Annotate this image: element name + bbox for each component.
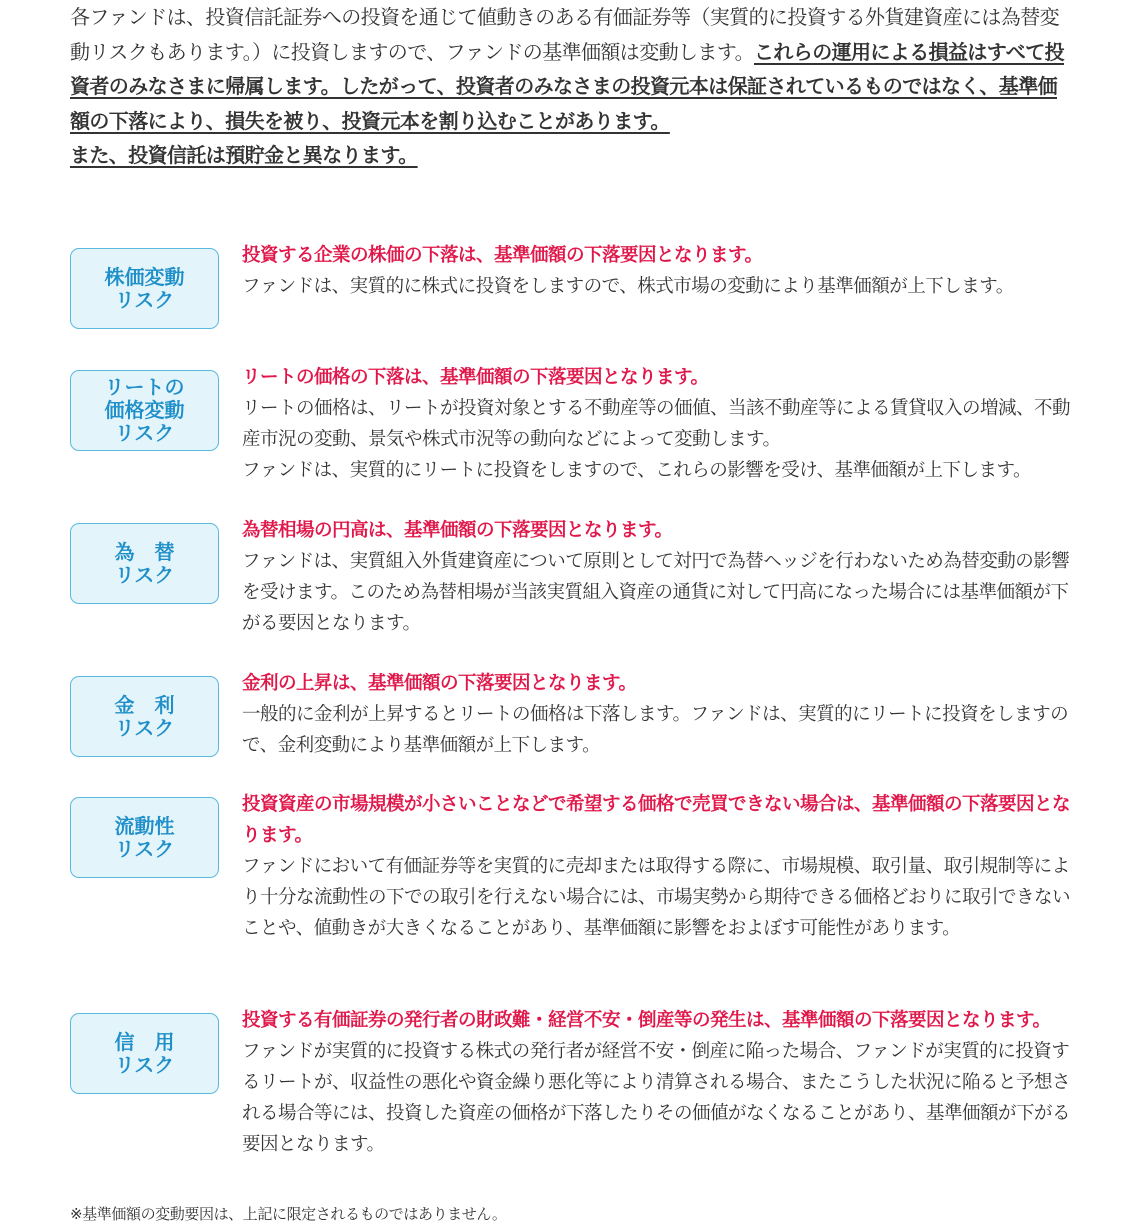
badge-line: 為 替 xyxy=(114,539,175,564)
badge-line: 価格変動 xyxy=(104,398,185,422)
badge-line: 流動性 xyxy=(114,813,175,838)
intro-deposit-note xyxy=(70,138,1070,173)
badge-line: リスク xyxy=(114,421,175,445)
risk-body: ファンドは、実質的に株式に投資をしますので、株式市場の変動により基準価額が上下します。 xyxy=(242,276,1014,297)
risk-description xyxy=(242,362,1077,486)
risk-body: リートの価格は、リートが投資対象とする不動産等の価値、当該不動産等による賃貸収入の増減、不動産市況の変動、景気や株式市況等の動向などによって変動します。 xyxy=(242,398,1071,450)
risk-description xyxy=(242,789,1077,944)
risk-headline: 金利の上昇は、基準価額の下落要因となります。 xyxy=(242,673,637,694)
badge-line: リスク xyxy=(114,562,175,587)
badge-line: リスク xyxy=(114,715,175,740)
badge-line: リートの xyxy=(104,375,185,399)
risk-description xyxy=(242,515,1077,639)
risk-headline: 投資する企業の株価の下落は、基準価額の下落要因となります。 xyxy=(242,245,763,266)
risk-description xyxy=(242,668,1077,761)
intro-line2: また、投資信託は預貯金と異なります。 xyxy=(70,143,418,167)
intro-underlined: これらの運用による損益はすべて投資者のみなさまに帰属します。したがって、投資者のみなさまの投資元本は保証されているものではなく、基準価額の下落により、損失を被り、投資元本を割り込むことがあります。 xyxy=(70,39,1064,133)
risk-body: ファンドにおいて有価証券等を実質的に売却または取得する際に、市場規模、取引量、取引規制等により十分な流動性の下での取引を行えない場合には、市場実勢から期待できる価格どおりに取引できないことや、値動きが大きくなることがあり、基準価額に影響をおよぼす可能性があります。 xyxy=(242,856,1071,939)
badge-line: 信 用 xyxy=(114,1029,175,1054)
risk-headline: 投資する有価証券の発行者の財政難・経営不安・倒産等の発生は、基準価額の下落要因となります。 xyxy=(242,1010,1051,1031)
risk-badge xyxy=(70,248,219,329)
intro-plain: 各ファンドは、投資信託証券への投資を通じて値動きのある有価証券等（実質的に投資する外貨建資産には為替変動リスクもあります。）に投資しますので、ファンドの基準価額は変動します。 xyxy=(70,5,1059,64)
risk-body: ファンドが実質的に投資する株式の発行者が経営不安・倒産に陥った場合、ファンドが実質的に投資するリートが、収益性の悪化や資金繰り悪化等により清算される場合、またこうした状況に陥ると予想される場合等には、投資した資産の価格が下落したりその価値がなくなることがあり、基準価額が下がる要因となります。 xyxy=(242,1041,1071,1155)
footnote: ※基準価額の変動要因は、上記に限定されるものではありません。 xyxy=(70,1205,507,1223)
intro-text xyxy=(70,0,1070,173)
badge-line: リスク xyxy=(114,287,175,312)
risk-description xyxy=(242,240,1077,302)
badge-line: リスク xyxy=(114,836,175,861)
risk-badge xyxy=(70,797,219,878)
risk-headline: 為替相場の円高は、基準価額の下落要因となります。 xyxy=(242,520,673,541)
risk-badge xyxy=(70,523,219,604)
risk-description xyxy=(242,1005,1077,1160)
badge-line: 金 利 xyxy=(114,692,175,717)
badge-line: リスク xyxy=(114,1052,175,1077)
risk-headline: リートの価格の下落は、基準価額の下落要因となります。 xyxy=(242,367,709,388)
risk-badge xyxy=(70,370,219,451)
risk-body: ファンドは、実質組入外貨建資産について原則として対円で為替ヘッジを行わないため為替変動の影響を受けます。このため為替相場が当該実質組入資産の通貨に対して円高になった場合には基準価額が下がる要因となります。 xyxy=(242,551,1070,634)
risk-body-2: ファンドは、実質的にリートに投資をしますので、これらの影響を受け、基準価額が上下します。 xyxy=(242,460,1032,481)
risk-body: 一般的に金利が上昇するとリートの価格は下落します。ファンドは、実質的にリートに投資をしますので、金利変動により基準価額が上下します。 xyxy=(242,704,1069,756)
risk-badge xyxy=(70,676,219,757)
badge-line: 株価変動 xyxy=(104,264,185,289)
risk-badge xyxy=(70,1013,219,1094)
risk-headline: 投資資産の市場規模が小さいことなどで希望する価格で売買できない場合は、基準価額の下落要因となります。 xyxy=(242,794,1071,846)
intro-paragraph xyxy=(70,0,1070,138)
